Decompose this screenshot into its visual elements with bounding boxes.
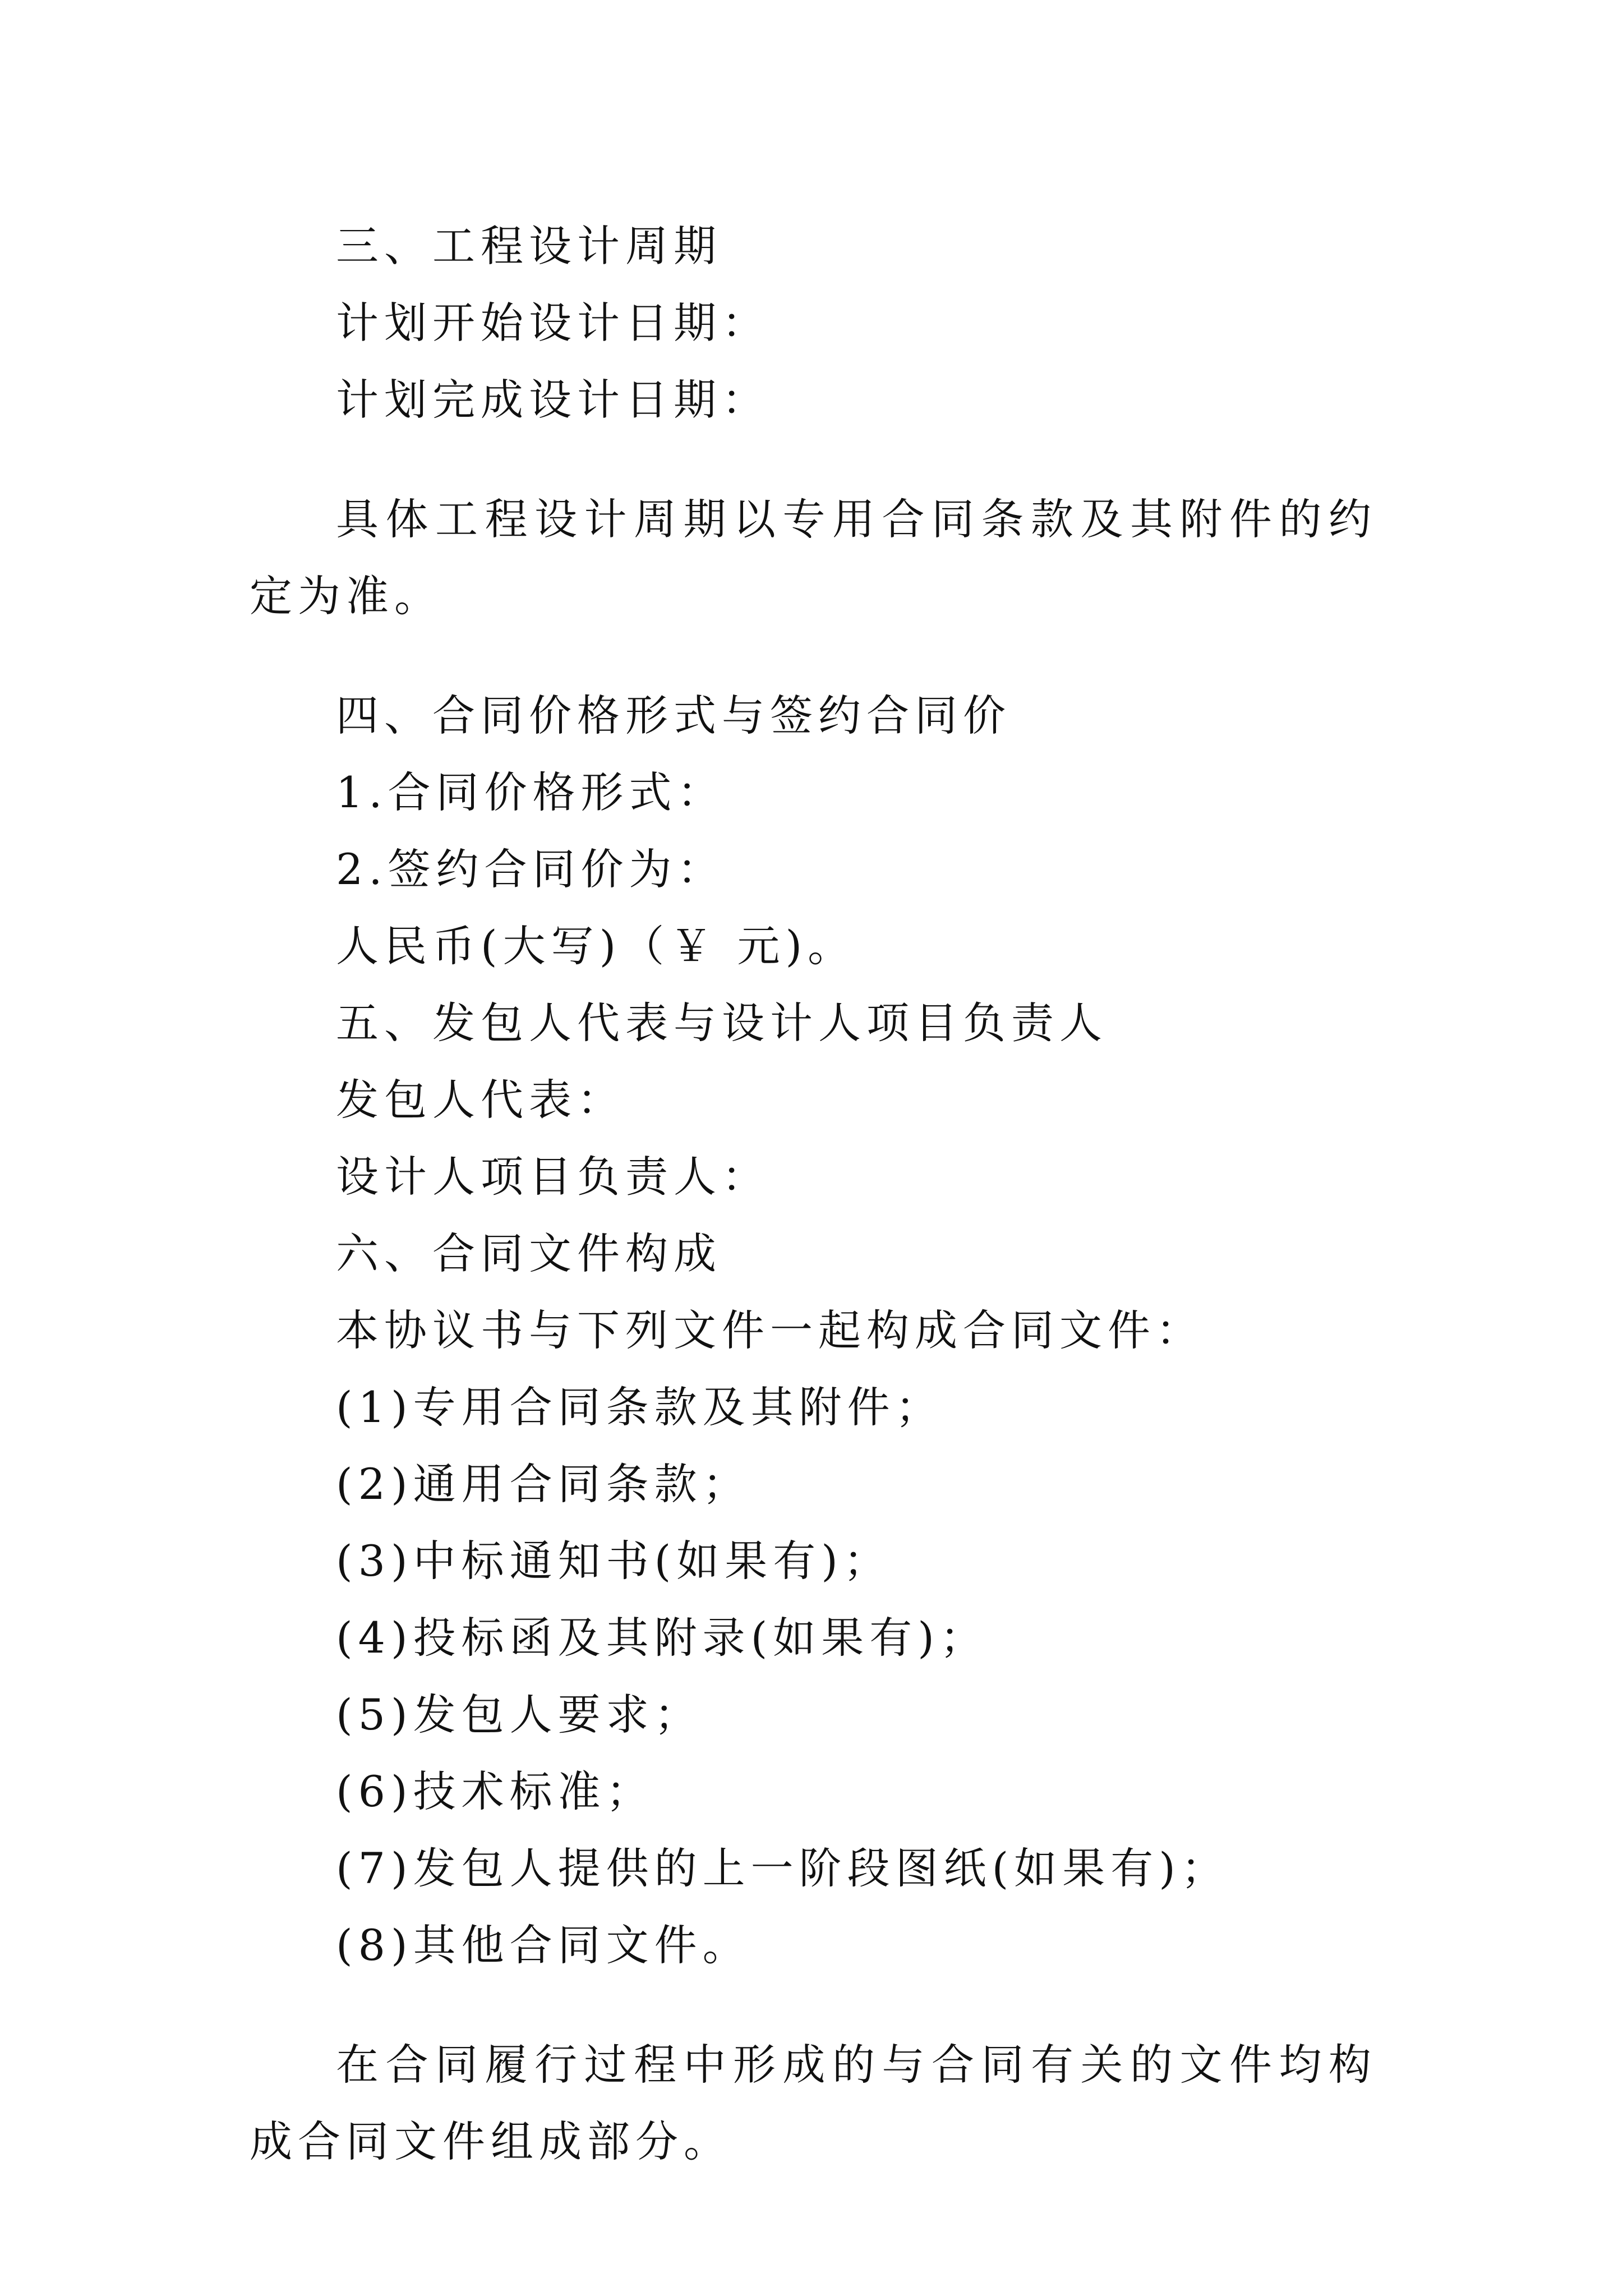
- list-item: (1)专用合同条款及其附件；: [336, 1382, 944, 1432]
- contract-documents-intro: 本协议书与下列文件一起构成合同文件：: [336, 1305, 1204, 1355]
- list-item: (4)投标函及其附录(如果有)；: [336, 1613, 988, 1663]
- section-heading-design-period: 三、工程设计周期: [336, 221, 722, 271]
- amount-line: 人民币(大写)（￥ 元)。: [336, 921, 856, 971]
- list-item: (6)技术标准；: [336, 1766, 654, 1816]
- contract-documents-closing: 在合同履行过程中形成的与合同有关的文件均构成合同文件组成部分。: [250, 2040, 1377, 2166]
- document-body: [250, 208, 1377, 2223]
- price-form-label: 1.合同价格形式：: [336, 767, 726, 817]
- list-item: (2)通用合同条款；: [336, 1459, 751, 1509]
- list-item: (7)发包人提供的上一阶段图纸(如果有)；: [336, 1843, 1229, 1893]
- designer-project-lead-label: 设计人项目负责人：: [336, 1152, 770, 1202]
- contract-price-label: 2.签约合同价为：: [336, 844, 726, 894]
- design-period-note: 具体工程设计周期以专用合同条款及其附件的约定为准。: [250, 494, 1377, 621]
- section-heading-contract-documents: 六、合同文件构成: [336, 1228, 722, 1278]
- planned-finish-date-label: 计划完成设计日期：: [336, 375, 770, 425]
- planned-start-date-label: 计划开始设计日期：: [336, 298, 770, 348]
- section-heading-representatives: 五、发包人代表与设计人项目负责人: [336, 998, 1108, 1048]
- list-item: (5)发包人要求；: [336, 1690, 703, 1740]
- list-item: (3)中标通知书(如果有)；: [336, 1536, 892, 1586]
- employer-representative-label: 发包人代表：: [336, 1075, 625, 1125]
- list-item: (8)其他合同文件。: [336, 1920, 751, 1970]
- section-heading-contract-price: 四、合同价格形式与签约合同价: [336, 691, 1011, 740]
